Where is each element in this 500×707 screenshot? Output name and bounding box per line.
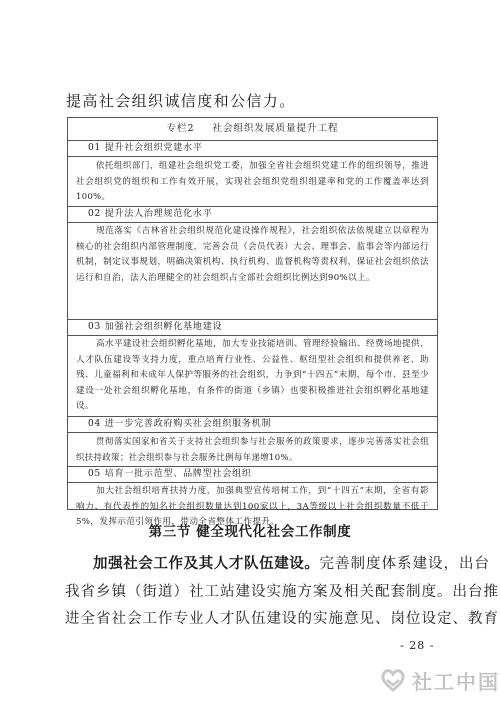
lead-line: 提高社会组织诚信度和公信力。 [66,92,296,110]
section-body-05: 加大社会组织培育扶持力度，加强典型宣传培树工作，到“十四五”末期，全省有影响力、有代表性的知名社会组织数量达到100家以上，3A等级以上社会组织数量不低于5%，发挥示范引领作用，带动全省整体工作提升。 [76,486,429,528]
section-head-05: 05 培育一批示范型、品牌型社会组织 [68,467,437,483]
watermark-text: 社工中国 [412,669,500,694]
section-body-04: 贯彻落实国家和省关于支持社会组织参与社会服务的政策要求，逐步完善落实社会组织扶持政策；社会组织参与社会服务比例每年递增10%。 [68,433,437,467]
paragraph-line-1 [65,551,490,579]
page-number: - 28 - [400,639,435,652]
paragraph-line-1-rest: 完善制度体系建设，出台 [319,556,490,572]
watermark-logo [378,662,500,698]
column-title-text: 社会组织发展质量提升工程 [212,123,339,134]
section-head-04: 04 进一步完善政府购买社会组织服务机制 [68,417,437,433]
paragraph-bold-lead: 加强社会工作及其人才队伍建设。 [93,556,320,572]
section-title: 第三节 健全现代化社会工作制度 [148,524,352,540]
column-box [67,117,438,528]
column-title [68,118,437,141]
column-tag: 专栏2 [166,123,195,134]
paragraph-line-3: 进全省社会工作专业人才队伍建设的实施意见、岗位设定、教育 [65,611,499,627]
section-body-03: 高水平建设社会组织孵化基地，加大专业技能培训、管理经验输出、经费场地提供、人才队伍建设等支持力度，重点培育行业性、公益性、枢纽型社会组织和提供养老、助残、儿童福利和未成年人保护等服务的社会组织，力争到“十四五”末期，每个市、县至少建设一处社会组织孵化基地，有条件的街道（乡镇）也要积极推进社会组织孵化基地建设。 [68,336,437,417]
hand-heart-logo-icon [378,665,408,695]
section-head-02: 02 提升法人治理规范化水平 [68,207,437,223]
paragraph-line-2: 我省乡镇（街道）社工站建设实施方案及相关配套制度。出台推 [65,583,499,600]
body-paragraph [65,551,499,634]
section-body-02: 规范落实《吉林省社会组织规范化建设操作规程》，社会组织依法依规建立以章程为核心的社会组织内部管理制度，完善会员（会员代表）大会、理事会、监事会等内部运行机制，制定议事规划，明确决策机构、执行机构、监督机构等责权利，保证社会组织依法运行和自治，法人治理健全的社会组织占全部社会组织比例达到90%以上。 [68,223,437,320]
section-head-01: 01 提升社会组织党建水平 [68,141,437,157]
section-body-01: 依托组织部门，组建社会组织党工委，加强全省社会组织党建工作的组织领导，推进社会组织党的组织和工作有效开展，实现社会组织党组织组建率和党的工作覆盖率达到100%。 [68,157,437,207]
section-head-03: 03 加强社会组织孵化基地建设 [68,320,437,336]
